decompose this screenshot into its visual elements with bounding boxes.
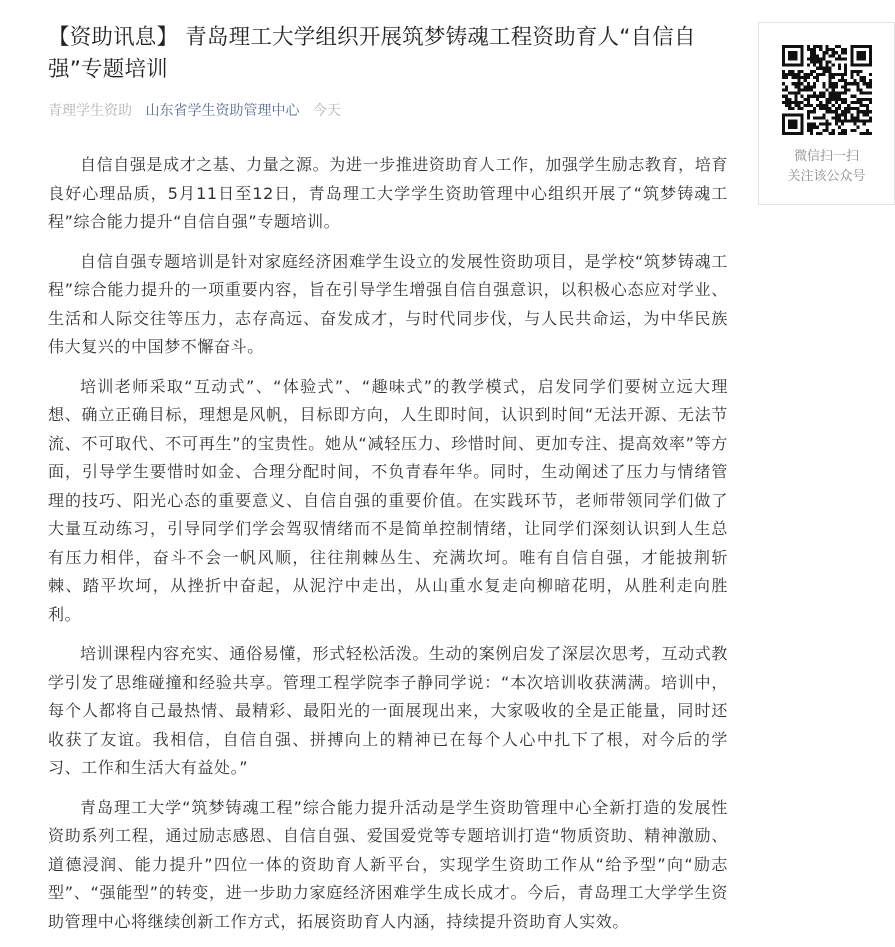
- article-author: 青理学生资助: [48, 103, 132, 119]
- article-paragraph: 自信自强是成才之基、力量之源。为进一步推进资助育人工作，加强学生励志教育，培育良好心理品质，5月11日至12日，青岛理工大学学生资助管理中心组织开展了“筑梦铸魂工程”综合能力提升“自信自强”专题培训。: [48, 155, 728, 231]
- article-paragraph: 青岛理工大学“筑梦铸魂工程”综合能力提升活动是学生资助管理中心全新打造的发展性资助系列工程，通过励志感恩、自信自强、爱国爱党等专题培训打造“物质资助、精神激励、道德浸润、能力提升”四位一体的资助育人新平台，实现学生资助工作从“给予型”向“励志型”、“强能型”的转变，进一步助力家庭经济困难学生成长成才。今后，青岛理工大学学生资助管理中心将继续创新工作方式，拓展资助育人内涵，持续提升资助育人实效。: [48, 797, 728, 931]
- qr-tip-line1: 微信扫一扫: [793, 149, 859, 164]
- article-title: 【资助讯息】 青岛理工大学组织开展筑梦铸魂工程资助育人“自信自强”专题培训: [48, 25, 696, 82]
- article-paragraph: 自信自强专题培训是针对家庭经济困难学生设立的发展性资助项目，是学校“筑梦铸魂工程”综合能力提升的一项重要内容，旨在引导学生增强自信自强意识，以积极心态应对学业、生活和人际交往等压力，志存高远、奋发成才，与时代同步伐，与人民共命运，为中华民族伟大复兴的中国梦不懈奋斗。: [48, 251, 728, 356]
- account-name-link[interactable]: 山东省学生资助管理中心: [145, 103, 300, 119]
- article-paragraph: 培训老师采取“互动式”、“体验式”、“趣味式”的教学模式，启发同学们要树立远大理想、确立正确目标，理想是风帆，目标即方向，人生即时间，认识到时间“无法开源、无法节流、不可取代、不可再生”的宝贵性。她从“减轻压力、珍惜时间、更加专注、提高效率”等方面，引导学生要惜时如金、合理分配时间，不负青春年华。同时，生动阐述了压力与情绪管理的技巧、阳光心态的重要意义、自信自强的重要价值。在实践环节，老师带领同学们做了大量互动练习，引导同学们学会驾驭情绪而不是简单控制情绪，让同学们深刻认识到人生总有压力相伴，奋斗不会一帆风顺，往往荆棘丛生、充满坎坷。唯有自信自强，才能披荆斩棘、踏平坎坷，从挫折中奋起，从泥泞中走出，从山重水复走向柳暗花明，从胜利走向胜利。: [48, 376, 728, 624]
- article-content: [48, 151, 728, 936]
- article-meta: [48, 101, 728, 121]
- article: [48, 22, 728, 947]
- qr-tip-line2: 关注该公众号: [787, 169, 866, 184]
- qr-panel: [758, 22, 895, 205]
- publish-time: 今天: [312, 103, 341, 119]
- qr-tip: [759, 147, 894, 187]
- article-paragraph: 培训课程内容充实、通俗易懂，形式轻松活泼。生动的案例启发了深层次思考，互动式教学引发了思维碰撞和经验共享。管理工程学院李子静同学说：“本次培训收获满满。培训中，每个人都将自己最热情、最精彩、最阳光的一面展现出来，大家吸收的全是正能量，同时还收获了友谊。我相信，自信自强、拼搏向上的精神已在每个人心中扎下了根，对今后的学习、工作和生活大有益处。”: [48, 644, 728, 777]
- qr-code-icon: [782, 45, 872, 135]
